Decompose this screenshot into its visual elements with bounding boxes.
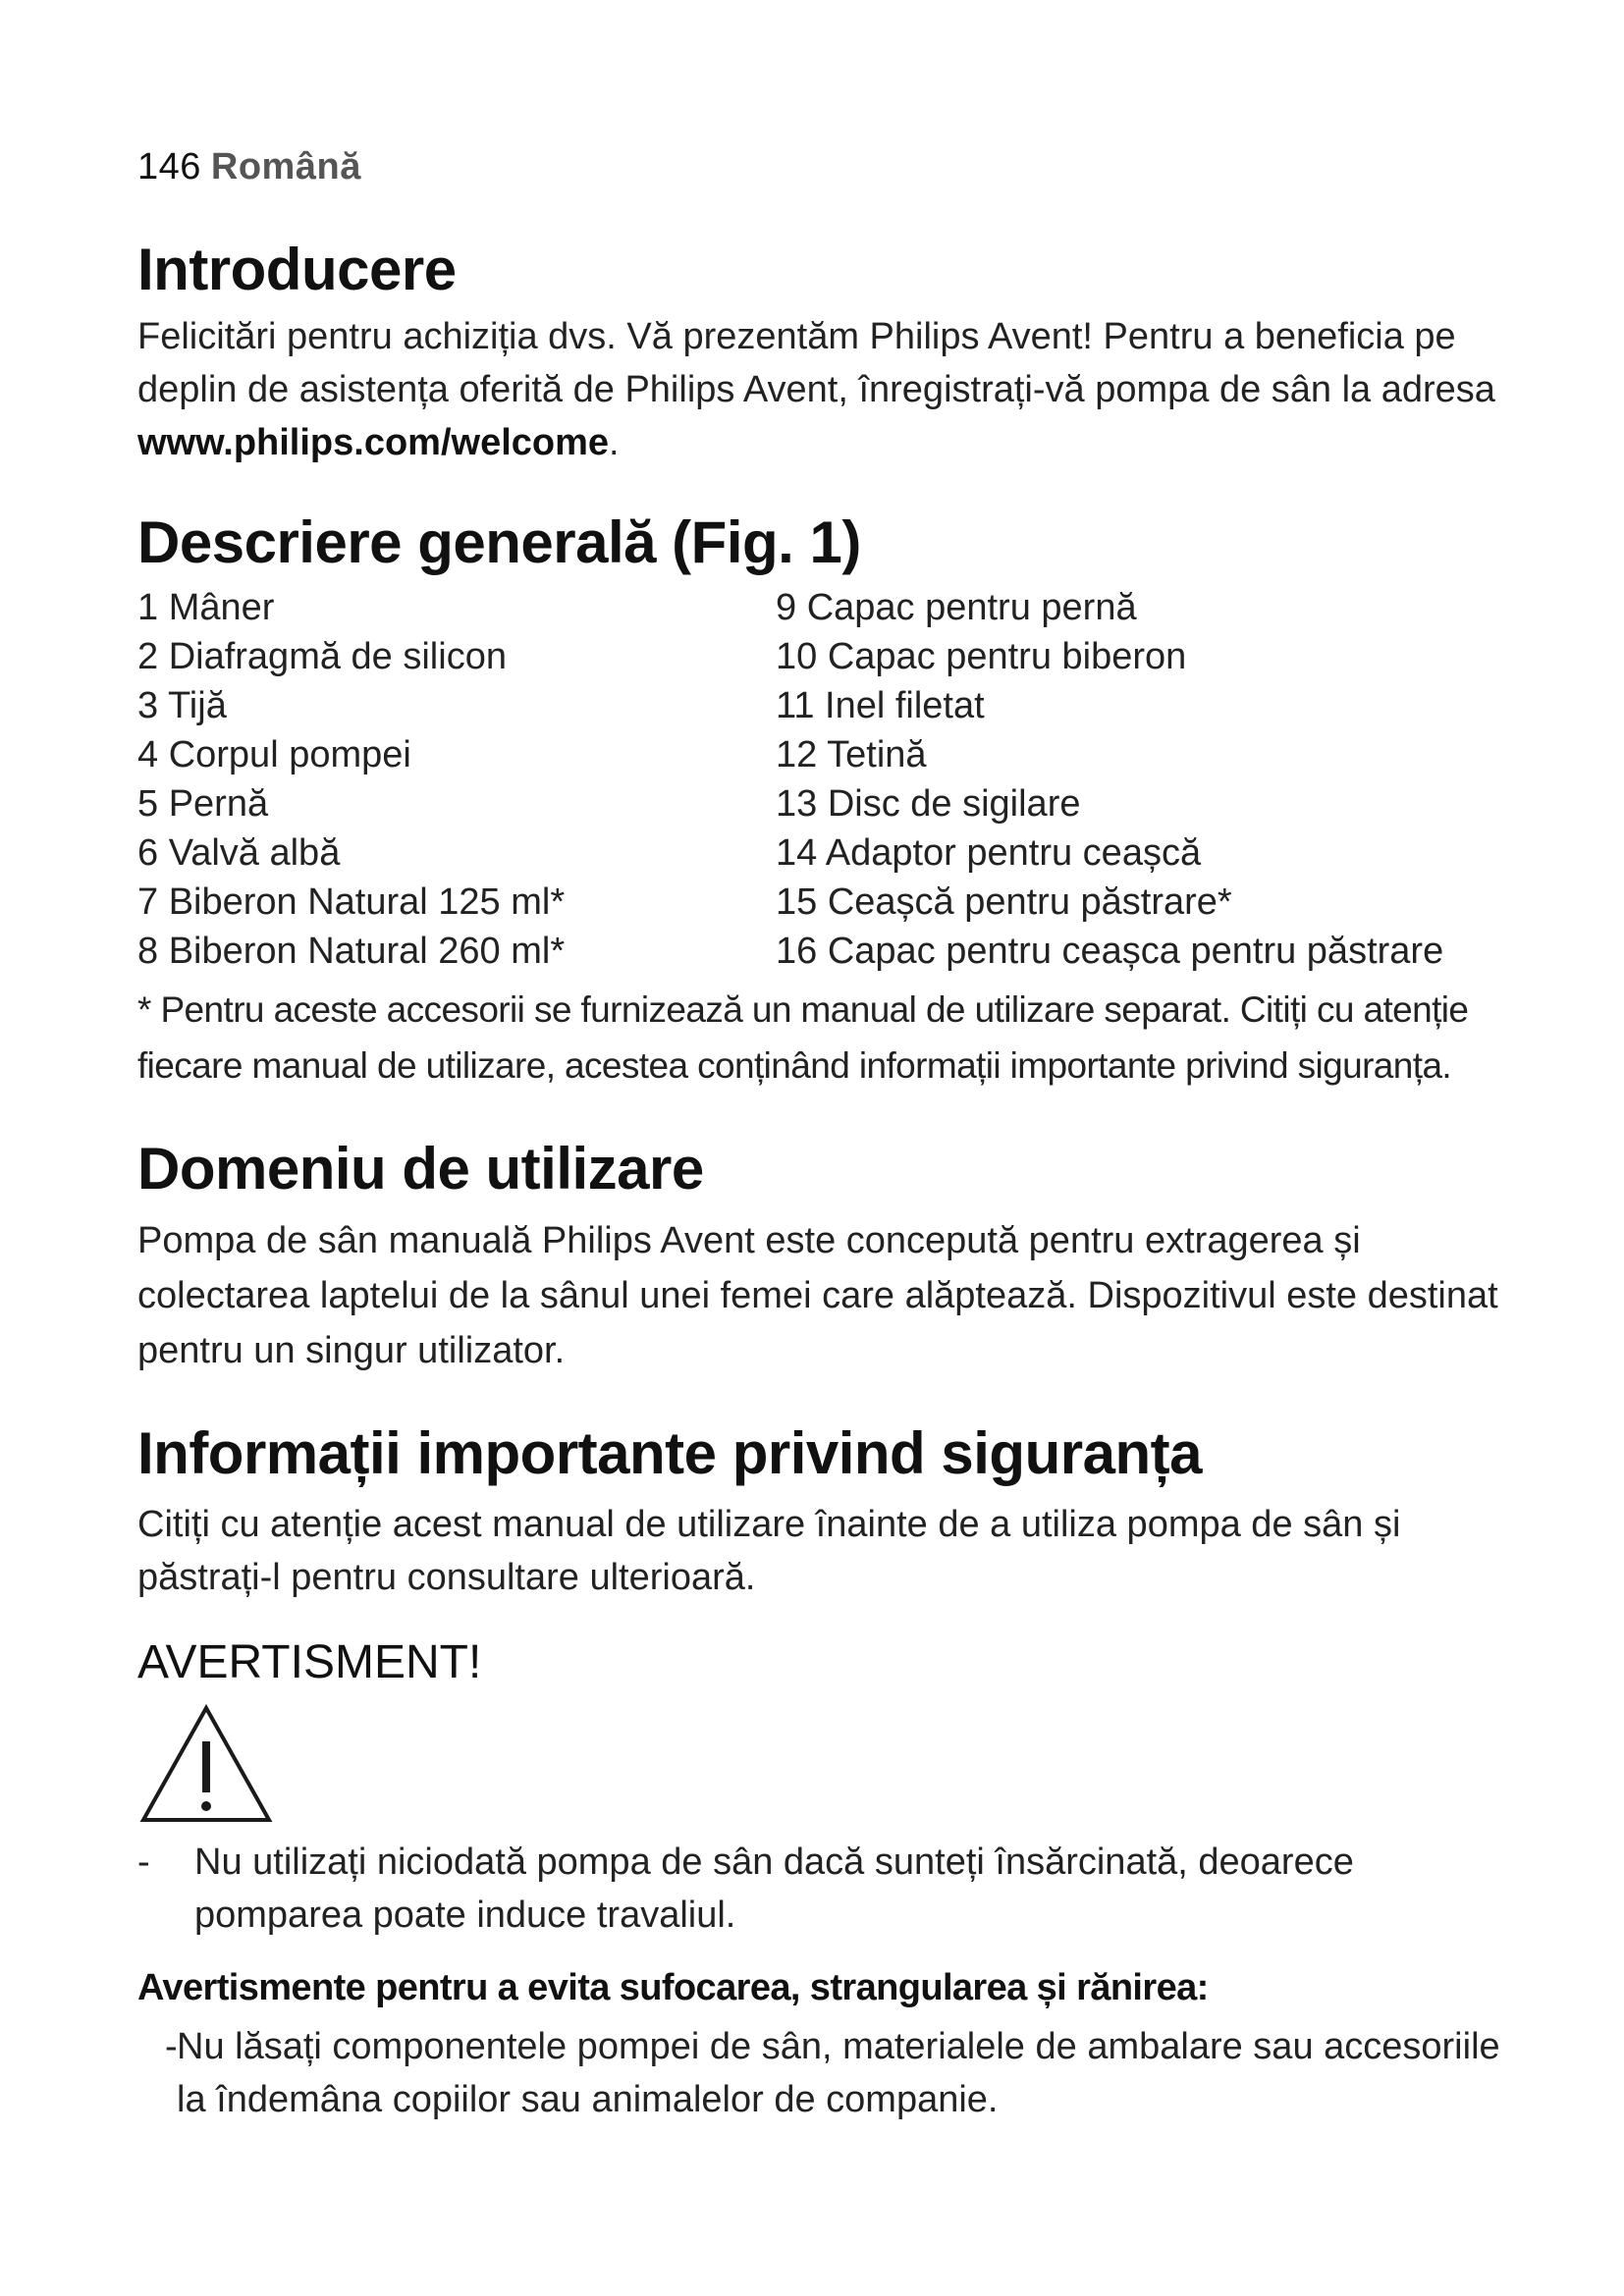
part-item: 2 Diafragmă de silicon (137, 636, 507, 677)
bullet-dash: - (165, 2026, 178, 2067)
warning-bullet (137, 2020, 1512, 2126)
accessories-footnote: * Pentru aceste accesorii se furnizează un manual de utilizare separat. Citiți cu atenție fiecare manual de utilizare, acestea conținând informații importante privind siguranța. (137, 989, 1469, 1086)
bullet-dash: - (137, 1842, 150, 1883)
usage-text: Pompa de sân manuală Philips Avent este concepută pentru extragerea și colectarea laptelui de la sânul unei femei care alăptează. Dispozitivul este destinat pentru un singur utilizator. (137, 1220, 1498, 1371)
part-item: 5 Pernă (137, 783, 269, 825)
warning-heading: AVERTISMENT! (137, 1636, 482, 1688)
part-item: 14 Adaptor pentru ceașcă (776, 832, 1202, 874)
part-item: 11 Inel filetat (776, 685, 985, 726)
part-item: 12 Tetină (776, 734, 927, 775)
warning-bullet-text: Nu utilizați niciodată pompa de sân dacă sunteți însărcinată, deoarece pomparea poate induce travaliul. (194, 1842, 1354, 1936)
intro-end: . (609, 422, 620, 463)
page-number: 146 (137, 146, 201, 187)
part-item: 7 Biberon Natural 125 ml* (137, 881, 566, 923)
parts-list (137, 583, 1512, 976)
parts-column-right (776, 583, 1512, 976)
part-item: 9 Capac pentru pernă (776, 587, 1137, 628)
page-header (137, 137, 1512, 196)
overview-title: Descriere generală (Fig. 1) (137, 509, 861, 575)
registration-link[interactable]: www.philips.com/welcome (137, 422, 610, 463)
part-item: 8 Biberon Natural 260 ml* (137, 931, 566, 972)
usage-title: Domeniu de utilizare (137, 1136, 704, 1201)
part-item: 1 Mâner (137, 587, 275, 628)
part-item: 16 Capac pentru ceașca pentru păstrare (776, 931, 1444, 972)
safety-title: Informații importante privind siguranța (137, 1420, 1202, 1486)
part-item: 15 Ceașcă pentru păstrare* (776, 881, 1232, 923)
part-item: 4 Corpul pompei (137, 734, 411, 775)
part-item: 6 Valvă albă (137, 832, 341, 874)
warning-bullet-text: Nu lăsați componentele pompei de sân, materialele de ambalare sau accesoriile la îndemâna copiilor sau animalelor de companie. (177, 2026, 1500, 2120)
part-item: 3 Tijă (137, 685, 227, 726)
page-language: Română (210, 146, 361, 187)
parts-column-left (137, 583, 776, 976)
part-item: 13 Disc de sigilare (776, 783, 1081, 825)
manual-page (137, 137, 1512, 2126)
intro-text (137, 310, 1512, 469)
intro-title: Introducere (137, 237, 457, 302)
intro-body: Felicitări pentru achiziția dvs. Vă prezentăm Philips Avent! Pentru a beneficia pe deplin de asistența oferită de Philips Avent, înregistrați-vă pompa de sân la adresa (137, 316, 1495, 410)
part-item: 10 Capac pentru biberon (776, 636, 1187, 677)
safety-text: Citiți cu atenție acest manual de utilizare înainte de a utiliza pompa de sân și păstrați-l pentru consultare ulterioară. (137, 1504, 1401, 1598)
warning-bullet (137, 1836, 1512, 1942)
warning-triangle-icon (137, 1702, 275, 1826)
warning-subheading: Avertismente pentru a evita sufocarea, strangularea și rănirea: (137, 1967, 1209, 2008)
